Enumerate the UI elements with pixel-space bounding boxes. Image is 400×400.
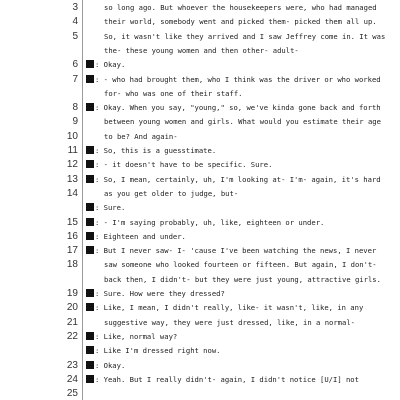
line-text: So, it wasn't like they arrived and I saw Jeffrey come in. It was <box>104 31 386 41</box>
redacted-speaker-block <box>86 146 94 154</box>
redacted-speaker-block <box>86 375 94 383</box>
redacted-speaker-block <box>86 289 94 297</box>
line-number: 5 <box>72 30 78 42</box>
redacted-speaker-block <box>86 361 94 369</box>
transcript-line <box>86 331 398 343</box>
transcript-line <box>86 274 400 286</box>
transcript-line <box>86 388 400 400</box>
transcript-line <box>86 188 400 200</box>
line-number: 15 <box>66 216 78 228</box>
line-number: 23 <box>66 359 78 371</box>
line-number: 13 <box>66 173 78 185</box>
line-text: : So, I mean, certainly, uh, I'm looking at- I'm- again, it's hard <box>95 174 381 184</box>
line-number: 12 <box>66 159 78 171</box>
redacted-speaker-block <box>86 203 94 211</box>
line-text: : Okay. When you say, "young," so, we've kinda gone back and forth <box>95 103 381 113</box>
redacted-speaker-block <box>86 218 94 226</box>
line-text: : Like I'm dressed right now. <box>95 346 221 356</box>
transcript-line <box>86 217 398 229</box>
redacted-speaker-block <box>86 346 94 354</box>
line-number: 22 <box>66 330 78 342</box>
line-text: back then, I didn't- but they were just young, attractive girls. <box>104 274 381 284</box>
line-number: 10 <box>66 130 78 142</box>
line-number: 21 <box>66 316 78 328</box>
redacted-speaker-block <box>86 246 94 254</box>
line-number: 25 <box>66 388 78 400</box>
line-text: : So, this is a guesstimate. <box>95 146 217 155</box>
line-number: 18 <box>66 259 78 271</box>
transcript-line <box>86 2 400 14</box>
line-text: for- who was one of their staff. <box>104 88 243 98</box>
redacted-speaker-block <box>86 232 94 240</box>
line-number: 20 <box>66 302 78 314</box>
line-text: : Like, normal way? <box>95 331 178 341</box>
margin-rule <box>82 0 83 400</box>
transcript-line <box>86 302 398 314</box>
line-number: 17 <box>66 245 78 257</box>
line-text: : Okay. <box>95 60 126 70</box>
transcript-line <box>86 360 398 372</box>
line-text: saw someone who looked fourteen or fifteen. But again, I don't- <box>104 260 377 270</box>
redacted-speaker-block <box>86 160 94 168</box>
line-text: : - who had brought them, who I think was the driver or who worked <box>95 74 381 84</box>
line-number: 4 <box>72 16 78 28</box>
transcript-line <box>86 174 398 186</box>
transcript-line <box>86 74 398 86</box>
line-text: their world, somebody went and picked them- picked them all up. <box>104 17 377 27</box>
transcript-line <box>86 45 400 57</box>
redacted-speaker-block <box>86 303 94 311</box>
transcript-line <box>86 102 398 114</box>
line-number: 8 <box>72 102 78 114</box>
line-text: between young women and girls. What would you estimate their age <box>104 117 381 127</box>
line-text: suggestive way, they were just dressed, like, in a normal- <box>104 317 355 327</box>
transcript-line <box>86 245 398 257</box>
transcript-line <box>86 159 398 171</box>
line-text: the- these young women and then other- adult- <box>104 45 299 55</box>
transcript-line <box>86 202 398 214</box>
redacted-speaker-block <box>86 75 94 83</box>
transcript-line <box>86 59 398 71</box>
redacted-speaker-block <box>86 103 94 111</box>
line-number: 19 <box>66 288 78 299</box>
transcript-line <box>86 131 400 143</box>
line-number: 11 <box>67 145 78 156</box>
transcript-line <box>86 16 400 28</box>
line-text: : Eighteen and under. <box>95 231 186 241</box>
transcript-line <box>86 374 398 386</box>
transcript-line <box>86 288 398 300</box>
line-number: 14 <box>66 187 78 199</box>
redacted-speaker-block <box>86 332 94 340</box>
line-text: : But I never saw- I- 'cause I've been watching the news, I never <box>95 246 377 256</box>
transcript-line <box>86 259 400 271</box>
line-text: : Like, I mean, I didn't really, like- it wasn't, like, in any <box>95 303 364 313</box>
line-number: 7 <box>72 73 78 85</box>
line-text: : - it doesn't have to be specific. Sure. <box>95 160 273 170</box>
line-text: : Yeah. But I really didn't- again, I didn't notice [U/I] not <box>95 374 359 384</box>
line-text: to be? And again- <box>104 131 178 141</box>
line-text: as you get older to judge, but- <box>104 188 239 198</box>
line-number: 9 <box>72 116 78 128</box>
transcript-line <box>86 31 400 43</box>
line-text: so long ago. But whoever the housekeepers were, who had managed <box>104 3 377 12</box>
transcript-line <box>86 88 400 100</box>
redacted-speaker-block <box>86 175 94 183</box>
line-number: 16 <box>66 230 78 242</box>
transcript-line <box>86 231 398 243</box>
transcript-line <box>86 145 398 157</box>
line-text: : Okay. <box>95 360 126 370</box>
line-number: 24 <box>66 373 78 385</box>
line-text: : Sure. <box>95 203 126 213</box>
line-text: : - I'm saying probably, uh, like, eighteen or under. <box>95 217 325 227</box>
transcript-line <box>86 345 398 357</box>
line-number: 6 <box>72 59 78 71</box>
redacted-speaker-block <box>86 60 94 68</box>
transcript-line <box>86 317 400 329</box>
line-text: : Sure. How were they dressed? <box>95 289 225 298</box>
line-number: 3 <box>72 2 78 13</box>
transcript-line <box>86 116 400 128</box>
